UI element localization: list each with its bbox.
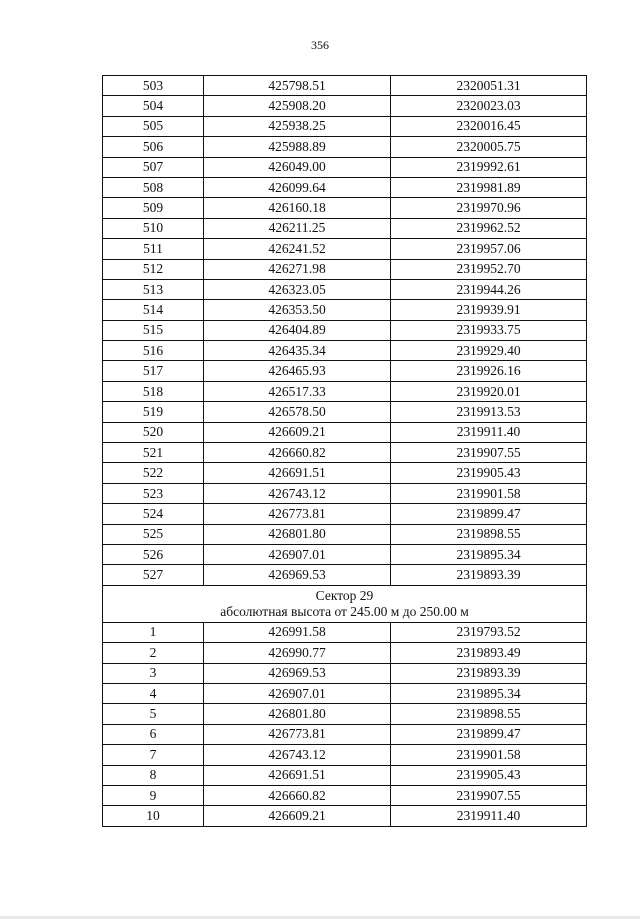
y-coordinate-cell: 2320016.45 — [391, 116, 587, 136]
table-row — [103, 663, 587, 683]
x-coordinate-cell: 426609.21 — [204, 806, 391, 826]
table-row — [103, 116, 587, 136]
point-number-cell: 10 — [103, 806, 204, 826]
sector-header-body — [103, 585, 587, 622]
x-coordinate-cell: 425988.89 — [204, 137, 391, 157]
y-coordinate-cell: 2319901.58 — [391, 483, 587, 503]
x-coordinate-cell: 426691.51 — [204, 765, 391, 785]
y-coordinate-cell: 2319970.96 — [391, 198, 587, 218]
x-coordinate-cell: 426049.00 — [204, 157, 391, 177]
table-row — [103, 137, 587, 157]
y-coordinate-cell: 2319905.43 — [391, 765, 587, 785]
x-coordinate-cell: 426660.82 — [204, 443, 391, 463]
point-number-cell: 4 — [103, 683, 204, 703]
point-number-cell: 5 — [103, 704, 204, 724]
y-coordinate-cell: 2320023.03 — [391, 96, 587, 116]
x-coordinate-cell: 426991.58 — [204, 622, 391, 642]
x-coordinate-cell: 426660.82 — [204, 785, 391, 805]
point-number-cell: 516 — [103, 341, 204, 361]
sector-title: Сектор 29 — [315, 587, 374, 603]
y-coordinate-cell: 2319944.26 — [391, 279, 587, 299]
x-coordinate-cell: 426801.80 — [204, 704, 391, 724]
point-number-cell: 520 — [103, 422, 204, 442]
y-coordinate-cell: 2319893.39 — [391, 663, 587, 683]
point-number-cell: 526 — [103, 544, 204, 564]
y-coordinate-cell: 2319933.75 — [391, 320, 587, 340]
table-row — [103, 381, 587, 401]
table-row — [103, 157, 587, 177]
x-coordinate-cell: 426907.01 — [204, 544, 391, 564]
point-number-cell: 511 — [103, 239, 204, 259]
table-row — [103, 239, 587, 259]
y-coordinate-cell: 2319905.43 — [391, 463, 587, 483]
point-number-cell: 505 — [103, 116, 204, 136]
y-coordinate-cell: 2319907.55 — [391, 443, 587, 463]
x-coordinate-cell: 426271.98 — [204, 259, 391, 279]
y-coordinate-cell: 2319911.40 — [391, 422, 587, 442]
sector-header-cell — [103, 585, 587, 622]
y-coordinate-cell: 2319920.01 — [391, 381, 587, 401]
y-coordinate-cell: 2319962.52 — [391, 218, 587, 238]
x-coordinate-cell: 426353.50 — [204, 300, 391, 320]
point-number-cell: 6 — [103, 724, 204, 744]
y-coordinate-cell: 2319899.47 — [391, 504, 587, 524]
x-coordinate-cell: 426465.93 — [204, 361, 391, 381]
x-coordinate-cell: 426743.12 — [204, 483, 391, 503]
point-number-cell: 519 — [103, 402, 204, 422]
y-coordinate-cell: 2319898.55 — [391, 524, 587, 544]
x-coordinate-cell: 426773.81 — [204, 724, 391, 744]
table-row — [103, 544, 587, 564]
point-number-cell: 524 — [103, 504, 204, 524]
x-coordinate-cell: 426099.64 — [204, 177, 391, 197]
table-row — [103, 622, 587, 642]
point-number-cell: 508 — [103, 177, 204, 197]
table-row — [103, 443, 587, 463]
y-coordinate-cell: 2319939.91 — [391, 300, 587, 320]
y-coordinate-cell: 2319899.47 — [391, 724, 587, 744]
point-number-cell: 517 — [103, 361, 204, 381]
point-number-cell: 525 — [103, 524, 204, 544]
x-coordinate-cell: 426435.34 — [204, 341, 391, 361]
y-coordinate-cell: 2319929.40 — [391, 341, 587, 361]
coordinates-table-bottom-body — [103, 622, 587, 826]
table-row — [103, 300, 587, 320]
y-coordinate-cell: 2319898.55 — [391, 704, 587, 724]
table-row — [103, 745, 587, 765]
table-row — [103, 422, 587, 442]
x-coordinate-cell: 426517.33 — [204, 381, 391, 401]
table-row — [103, 279, 587, 299]
table-row — [103, 198, 587, 218]
point-number-cell: 509 — [103, 198, 204, 218]
point-number-cell: 2 — [103, 643, 204, 663]
point-number-cell: 510 — [103, 218, 204, 238]
table-row — [103, 361, 587, 381]
y-coordinate-cell: 2319895.34 — [391, 683, 587, 703]
x-coordinate-cell: 426743.12 — [204, 745, 391, 765]
table-row — [103, 177, 587, 197]
y-coordinate-cell: 2320051.31 — [391, 76, 587, 96]
x-coordinate-cell: 426969.53 — [204, 565, 391, 585]
table-row — [103, 704, 587, 724]
point-number-cell: 518 — [103, 381, 204, 401]
x-coordinate-cell: 426801.80 — [204, 524, 391, 544]
x-coordinate-cell: 426241.52 — [204, 239, 391, 259]
table-row — [103, 483, 587, 503]
x-coordinate-cell: 426907.01 — [204, 683, 391, 703]
point-number-cell: 521 — [103, 443, 204, 463]
x-coordinate-cell: 425798.51 — [204, 76, 391, 96]
y-coordinate-cell: 2319793.52 — [391, 622, 587, 642]
point-number-cell: 1 — [103, 622, 204, 642]
x-coordinate-cell: 426691.51 — [204, 463, 391, 483]
y-coordinate-cell: 2319992.61 — [391, 157, 587, 177]
y-coordinate-cell: 2319926.16 — [391, 361, 587, 381]
point-number-cell: 3 — [103, 663, 204, 683]
x-coordinate-cell: 426578.50 — [204, 402, 391, 422]
point-number-cell: 513 — [103, 279, 204, 299]
y-coordinate-cell: 2319981.89 — [391, 177, 587, 197]
table-row — [103, 96, 587, 116]
y-coordinate-cell: 2319895.34 — [391, 544, 587, 564]
table-row — [103, 341, 587, 361]
x-coordinate-cell: 426211.25 — [204, 218, 391, 238]
x-coordinate-cell: 426404.89 — [204, 320, 391, 340]
point-number-cell: 523 — [103, 483, 204, 503]
y-coordinate-cell: 2319901.58 — [391, 745, 587, 765]
x-coordinate-cell: 426969.53 — [204, 663, 391, 683]
point-number-cell: 8 — [103, 765, 204, 785]
table-row — [103, 765, 587, 785]
y-coordinate-cell: 2319907.55 — [391, 785, 587, 805]
point-number-cell: 9 — [103, 785, 204, 805]
y-coordinate-cell: 2319893.39 — [391, 565, 587, 585]
y-coordinate-cell: 2320005.75 — [391, 137, 587, 157]
table-row — [103, 785, 587, 805]
table-row — [103, 504, 587, 524]
page-number: 356 — [311, 38, 329, 52]
point-number-cell: 522 — [103, 463, 204, 483]
table-row — [103, 463, 587, 483]
sector-header-row — [103, 585, 587, 622]
table-row — [103, 76, 587, 96]
table-row — [103, 524, 587, 544]
x-coordinate-cell: 425908.20 — [204, 96, 391, 116]
x-coordinate-cell: 426323.05 — [204, 279, 391, 299]
x-coordinate-cell: 426990.77 — [204, 643, 391, 663]
point-number-cell: 514 — [103, 300, 204, 320]
table-row — [103, 320, 587, 340]
y-coordinate-cell: 2319911.40 — [391, 806, 587, 826]
y-coordinate-cell: 2319913.53 — [391, 402, 587, 422]
point-number-cell: 515 — [103, 320, 204, 340]
table-row — [103, 643, 587, 663]
x-coordinate-cell: 426773.81 — [204, 504, 391, 524]
y-coordinate-cell: 2319952.70 — [391, 259, 587, 279]
y-coordinate-cell: 2319957.06 — [391, 239, 587, 259]
point-number-cell: 504 — [103, 96, 204, 116]
coordinates-table — [102, 75, 587, 827]
point-number-cell: 503 — [103, 76, 204, 96]
table-row — [103, 259, 587, 279]
point-number-cell: 512 — [103, 259, 204, 279]
x-coordinate-cell: 425938.25 — [204, 116, 391, 136]
sector-altitude-range: абсолютная высота от 245.00 м до 250.00 м — [220, 603, 469, 619]
table-row — [103, 565, 587, 585]
point-number-cell: 506 — [103, 137, 204, 157]
y-coordinate-cell: 2319893.49 — [391, 643, 587, 663]
table-row — [103, 402, 587, 422]
table-row — [103, 683, 587, 703]
table-row — [103, 724, 587, 744]
point-number-cell: 507 — [103, 157, 204, 177]
point-number-cell: 527 — [103, 565, 204, 585]
table-row — [103, 218, 587, 238]
x-coordinate-cell: 426609.21 — [204, 422, 391, 442]
coordinates-table-top-body — [103, 76, 587, 586]
point-number-cell: 7 — [103, 745, 204, 765]
x-coordinate-cell: 426160.18 — [204, 198, 391, 218]
table-row — [103, 806, 587, 826]
